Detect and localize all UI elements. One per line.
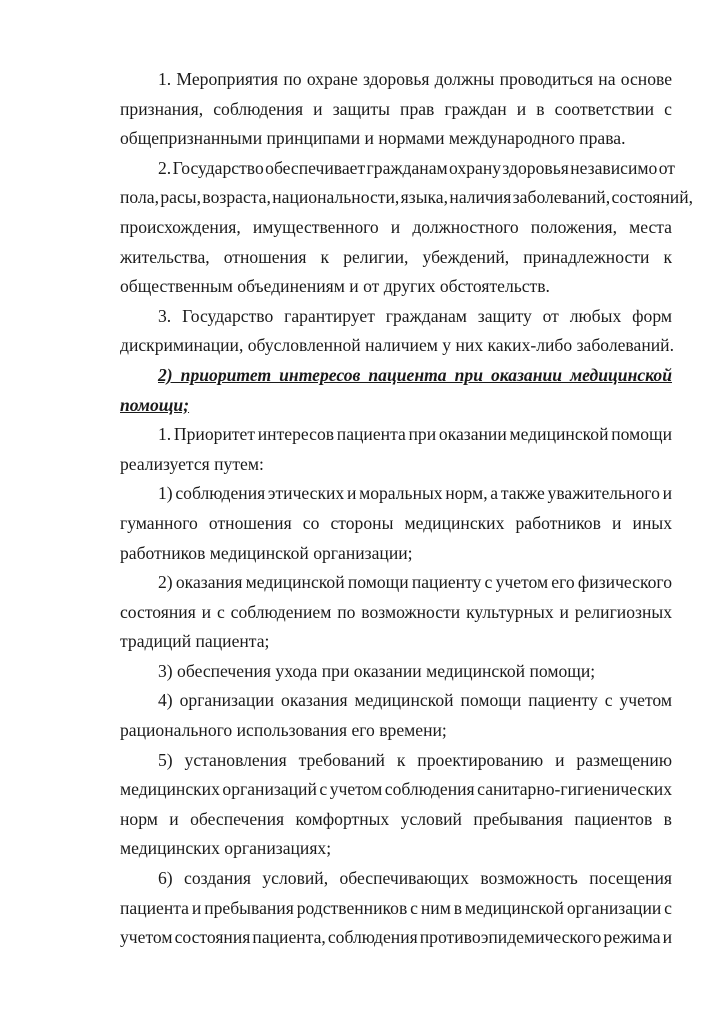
text-line-container bbox=[120, 834, 672, 864]
text-line: жительства, отношения к религии, убеждений, принадлежности к bbox=[120, 246, 672, 267]
text-line-container bbox=[120, 154, 675, 184]
text-line: работников медицинской организации; bbox=[120, 542, 413, 563]
text-line-container bbox=[120, 775, 672, 805]
paragraph bbox=[120, 420, 672, 479]
text-line-container bbox=[120, 864, 672, 894]
text-line-container bbox=[120, 568, 672, 598]
text-line-container bbox=[120, 420, 672, 450]
text-line: общепризнанными принципами и нормами международного права. bbox=[120, 128, 626, 149]
text-line-container bbox=[120, 65, 672, 95]
paragraph bbox=[120, 154, 694, 302]
text-line-container bbox=[120, 450, 672, 480]
text-line: общественным объединениям и от других обстоятельств. bbox=[120, 276, 550, 297]
text-line-container bbox=[120, 479, 672, 509]
text-line: пола, расы, возраста, национальности, языка, наличия заболеваний, состояний, bbox=[120, 187, 694, 208]
text-line-container bbox=[120, 331, 672, 361]
text-line: медицинских организациях; bbox=[120, 838, 332, 859]
text-line: 2. Государство обеспечивает гражданам охрану здоровья независимо от bbox=[158, 157, 675, 178]
document-page bbox=[120, 65, 694, 953]
paragraph bbox=[120, 657, 672, 687]
text-line-container bbox=[120, 657, 672, 687]
text-line-container bbox=[120, 361, 672, 391]
text-line-container bbox=[120, 95, 672, 125]
text-line: 3. Государство гарантирует гражданам защиту от любых форм bbox=[158, 305, 672, 326]
text-line: происхождения, имущественного и должностного положения, места bbox=[120, 216, 672, 237]
text-line-container bbox=[120, 183, 694, 213]
paragraph bbox=[120, 686, 672, 745]
text-line-container bbox=[120, 598, 672, 628]
text-line-container bbox=[120, 716, 672, 746]
text-line: признания, соблюдения и защиты прав граждан и в соответствии с bbox=[120, 98, 672, 119]
text-line-container bbox=[120, 213, 672, 243]
paragraph bbox=[120, 864, 672, 953]
paragraph bbox=[120, 568, 672, 657]
text-line-container bbox=[120, 509, 672, 539]
text-line-container bbox=[120, 539, 672, 569]
text-line-container bbox=[120, 805, 672, 835]
text-line: 3) обеспечения ухода при оказании медицинской помощи; bbox=[158, 660, 596, 681]
text-line: медицинских организаций с учетом соблюдения санитарно-гигиенических bbox=[120, 779, 672, 800]
text-line-container bbox=[120, 302, 672, 332]
text-line: 5) установления требований к проектированию и размещению bbox=[158, 749, 672, 770]
text-line: 6) создания условий, обеспечивающих возможность посещения bbox=[158, 868, 672, 889]
text-line: 1. Мероприятия по охране здоровья должны проводиться на основе bbox=[158, 69, 672, 89]
paragraph bbox=[120, 479, 672, 568]
paragraph bbox=[120, 65, 672, 154]
text-line-container bbox=[120, 243, 672, 273]
text-line: норм и обеспечения комфортных условий пребывания пациентов в bbox=[120, 808, 672, 829]
text-line-container bbox=[120, 923, 672, 953]
section-heading bbox=[120, 361, 672, 420]
text-line: 4) организации оказания медицинской помощи пациенту с учетом bbox=[158, 690, 672, 711]
text-line: 2) приоритет интересов пациента при оказании медицинской bbox=[158, 364, 672, 385]
text-line: 1. Приоритет интересов пациента при оказании медицинской помощи bbox=[158, 424, 672, 445]
text-line: рационального использования его времени; bbox=[120, 720, 447, 741]
text-line: состояния и с соблюдением по возможности культурных и религиозных bbox=[120, 601, 672, 622]
paragraph bbox=[120, 746, 672, 864]
text-line: 2) оказания медицинской помощи пациенту с учетом его физического bbox=[158, 572, 672, 593]
paragraph bbox=[120, 302, 672, 361]
text-line-container bbox=[120, 272, 672, 302]
text-line-container bbox=[120, 391, 672, 421]
text-line: дискриминации, обусловленной наличием у них каких-либо заболеваний. bbox=[120, 335, 674, 356]
text-line-container bbox=[120, 894, 672, 924]
text-line: пациента и пребывания родственников с ним в медицинской организации с bbox=[120, 897, 672, 918]
text-line: учетом состояния пациента, соблюдения противоэпидемического режима и bbox=[120, 927, 672, 948]
text-line: 1) соблюдения этических и моральных норм, а также уважительного и bbox=[158, 483, 672, 504]
text-line: традиций пациента; bbox=[120, 631, 270, 652]
text-line-container bbox=[120, 124, 672, 154]
text-line: помощи; bbox=[120, 394, 190, 415]
text-line-container bbox=[120, 627, 672, 657]
text-line: реализуется путем: bbox=[120, 453, 264, 474]
text-line: гуманного отношения со стороны медицинских работников и иных bbox=[120, 512, 672, 533]
text-line-container bbox=[120, 746, 672, 776]
text-line-container bbox=[120, 686, 672, 716]
